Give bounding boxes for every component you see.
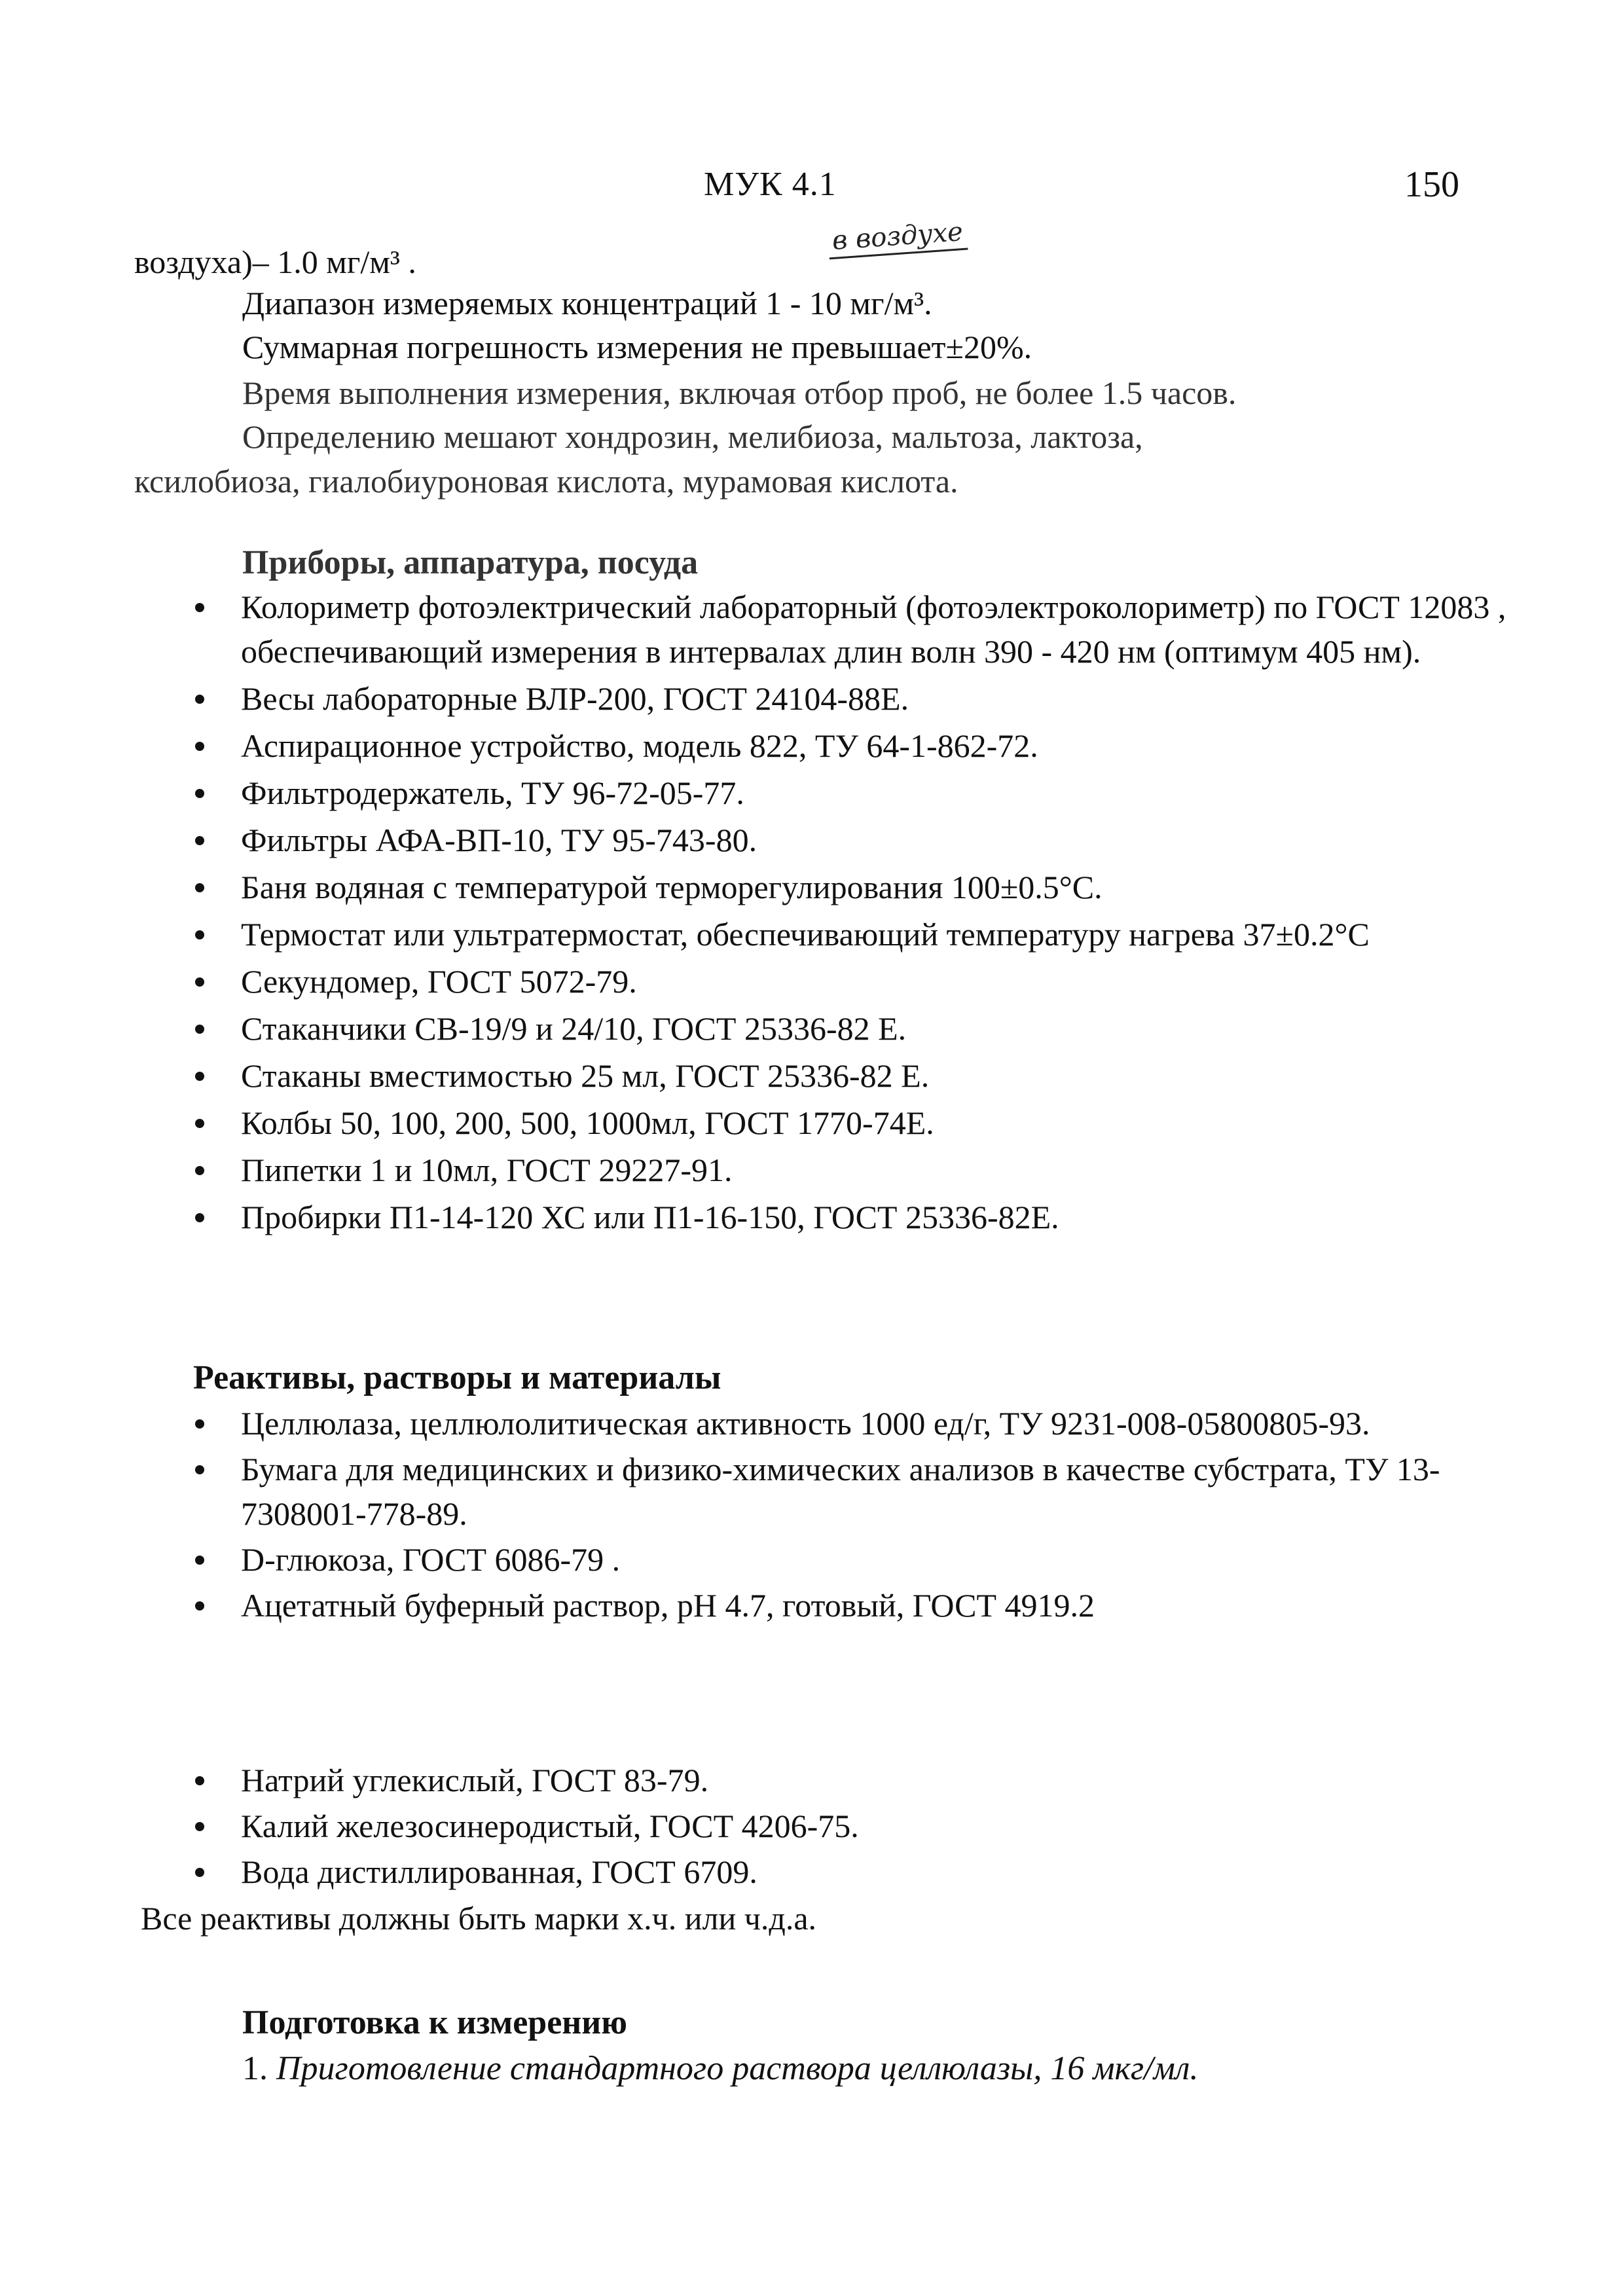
preparation-step <box>242 2046 1198 2092</box>
list-item: Стаканы вместимостью 25 мл, ГОСТ 25336-82 Е. <box>190 1053 1539 1098</box>
intro-line: Время выполнения измерения, включая отбор проб, не более 1.5 часов. <box>242 374 1237 411</box>
intro-line: воздуха)– 1.0 мг/м³ . <box>134 244 416 280</box>
list-item: Пробирки П1-14-120 ХС или П1-16-150, ГОСТ 25336-82Е. <box>190 1195 1539 1239</box>
list-item: Бумага для медицинских и физико-химических анализов в качестве субстрата, ТУ 13-7308001-778-89. <box>190 1447 1539 1536</box>
intro-line: Диапазон измеряемых концентраций 1 - 10 мг/м³. <box>242 285 932 321</box>
list-item: Термостат или ультратермостат, обеспечивающий температуру нагрева 37±0.2°С <box>190 912 1539 957</box>
section-heading-instruments: Приборы, аппаратура, посуда <box>242 544 699 581</box>
list-item: Пипетки 1 и 10мл, ГОСТ 29227-91. <box>190 1148 1539 1192</box>
section-heading-preparation: Подготовка к измерению <box>242 2004 627 2041</box>
list-item: Вода дистиллированная, ГОСТ 6709. <box>190 1850 1539 1894</box>
reagents-list-continued <box>190 1758 1539 1895</box>
list-item: Калий железосинеродистый, ГОСТ 4206-75. <box>190 1804 1539 1848</box>
list-item: Стаканчики СВ-19/9 и 24/10, ГОСТ 25336-82 Е. <box>190 1006 1539 1051</box>
section-heading-reagents: Реактивы, растворы и материалы <box>193 1359 721 1396</box>
list-item: Аспирационное устройство, модель 822, ТУ 64-1-862-72. <box>190 723 1539 768</box>
handwritten-annotation: в воздухе <box>827 217 968 260</box>
reagents-note: Все реактивы должны быть марки х.ч. или ч.д.а. <box>141 1900 817 1937</box>
list-item: Фильтродержатель, ТУ 96-72-05-77. <box>190 771 1539 815</box>
step-text: Приготовление стандартного раствора целлюлазы, 16 мкг/мл. <box>276 2050 1199 2087</box>
step-number: 1. <box>242 2050 268 2087</box>
list-item: Фильтры АФА-ВП-10, ТУ 95-743-80. <box>190 818 1539 862</box>
list-item: Весы лабораторные ВЛР-200, ГОСТ 24104-88Е. <box>190 676 1539 721</box>
page-number: 150 <box>1404 164 1459 205</box>
instruments-list <box>190 585 1539 1242</box>
list-item: Колбы 50, 100, 200, 500, 1000мл, ГОСТ 1770-74Е. <box>190 1101 1539 1145</box>
list-item: Ацетатный буферный раствор, рН 4.7, готовый, ГОСТ 4919.2 <box>190 1583 1539 1628</box>
list-item: Секундомер, ГОСТ 5072-79. <box>190 959 1539 1004</box>
list-item: Натрий углекислый, ГОСТ 83-79. <box>190 1758 1539 1802</box>
list-item: D-глюкоза, ГОСТ 6086-79 . <box>190 1537 1539 1582</box>
document-header-title: МУК 4.1 <box>704 166 837 203</box>
reagents-list <box>190 1401 1539 1629</box>
list-item: Целлюлаза, целлюлолитическая активность 1000 ед/г, ТУ 9231-008-05800805-93. <box>190 1401 1539 1446</box>
list-item: Баня водяная с температурой терморегулирования 100±0.5°С. <box>190 865 1539 909</box>
intro-line: ксилобиоза, гиалобиуроновая кислота, мурамовая кислота. <box>134 463 958 500</box>
list-item: Колориметр фотоэлектрический лабораторный (фотоэлектроколориметр) по ГОСТ 12083 , обеспечивающий измерения в интервалах длин волн 390 - 420 нм (оптимум 405 нм). <box>190 585 1539 674</box>
intro-line: Суммарная погрешность измерения не превышает±20%. <box>242 329 1032 365</box>
intro-line: Определению мешают хондрозин, мелибиоза, мальтоза, лактоза, <box>242 418 1143 455</box>
